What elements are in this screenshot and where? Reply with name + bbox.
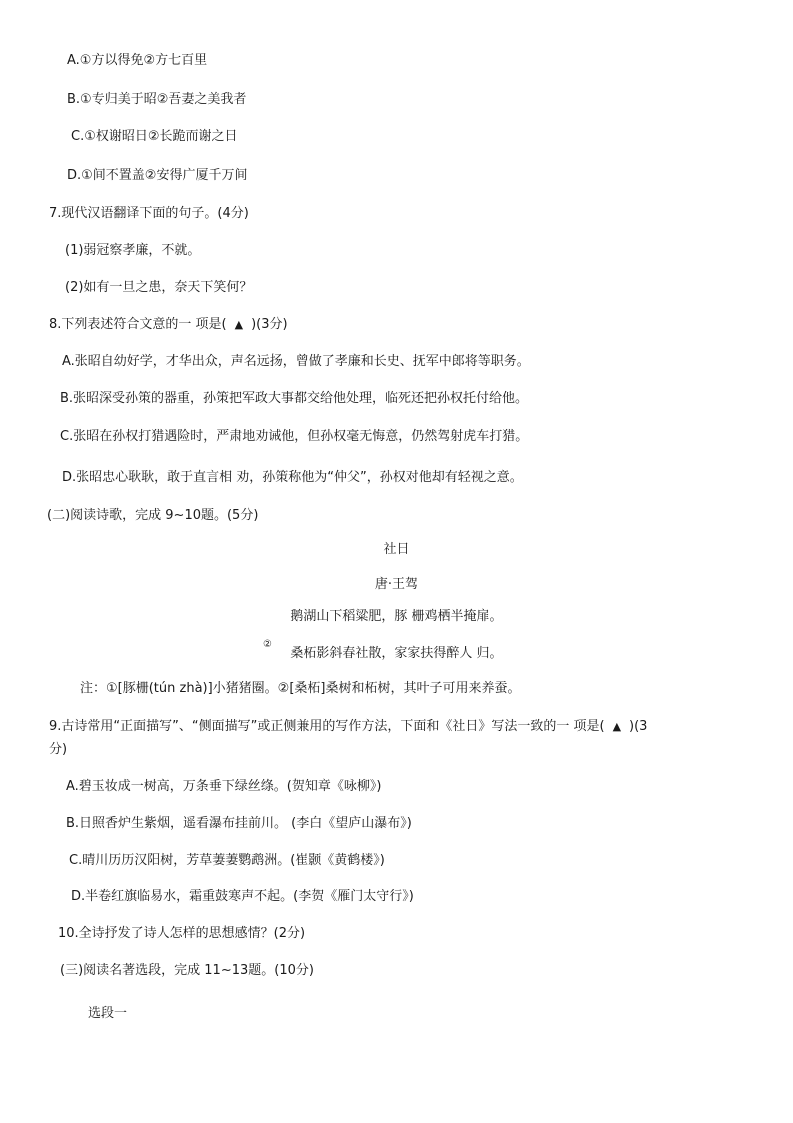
q6-option-b: B.①专归美于昭②吾妻之美我者	[67, 92, 247, 107]
q6-option-c: C.①权谢昭日②长跪而谢之日	[71, 129, 238, 144]
poem-author: 唐·王驾	[374, 577, 419, 592]
poem-note: 注：①[豚栅(tún zhà)]小猪猪圈。②[桑柘]桑树和柘树，其叶子可用来养蚕。	[80, 681, 521, 696]
excerpt-label: 选段一	[88, 1006, 128, 1021]
q9-option-a: A.碧玉妆成一树高，万条垂下绿丝绦。(贺知章《咏柳》)	[66, 779, 382, 794]
q8-option-b: B.张昭深受孙策的器重，孙策把军政大事都交给他处理，临死还把孙权托付给他。	[60, 391, 529, 406]
q6-option-a: A.①方以得免②方七百里	[67, 53, 208, 68]
poem-line-1: 鹅湖山下稻粱肥，豚 栅鸡栖半掩扉。	[290, 609, 503, 624]
q9-stem	[49, 718, 647, 736]
answer-blank-marker: ▲	[234, 318, 244, 331]
q7-sentence-1: (1)弱冠察孝廉，不就。	[65, 243, 201, 258]
section-2-heading: (二)阅读诗歌，完成 9~10题。(5分)	[47, 508, 259, 523]
poem-title: 社日	[383, 542, 410, 557]
q9-stem-continued: 分)	[49, 742, 68, 757]
q8-option-d: D.张昭忠心耿耿，敢于直言相 劝，孙策称他为“仲父”，孙权对他却有轻视之意。	[62, 470, 523, 485]
q8-stem	[49, 316, 288, 334]
q8-option-a: A.张昭自幼好学，才华出众，声名远扬，曾做了孝廉和长史、抚军中郎将等职务。	[62, 354, 530, 369]
section-3-heading: (三)阅读名著选段，完成 11~13题。(10分)	[60, 963, 314, 978]
q8-option-c: C.张昭在孙权打猎遇险时，严肃地劝诫他，但孙权毫无悔意，仍然驾射虎车打猎。	[60, 429, 529, 444]
q10-stem: 10.全诗抒发了诗人怎样的思想感情？(2分)	[58, 926, 306, 941]
q8-stem-text: 8.下列表述符合文意的一 项是(	[49, 317, 227, 332]
q8-stem-score: )(3分)	[251, 317, 288, 332]
q6-option-d: D.①间不置盖②安得广厦千万间	[67, 168, 248, 183]
q7-stem: 7.现代汉语翻译下面的句子。(4分)	[49, 206, 249, 221]
answer-blank-marker: ▲	[612, 720, 622, 733]
q9-option-b: B.日照香炉生紫烟，遥看瀑布挂前川。 (李白《望庐山瀑布》)	[66, 816, 412, 831]
q9-stem-score: )(3	[629, 719, 648, 734]
poem-line-2-text: 桑柘影斜春社散，家家扶得醉人 归。	[290, 646, 503, 661]
poem-note-marker: ②	[263, 639, 272, 650]
q9-option-d: D.半卷红旗临易水，霜重鼓寒声不起。(李贺《雁门太守行》)	[71, 889, 414, 904]
q9-option-c: C.晴川历历汉阳树，芳草萋萋鹦鹉洲。(崔颢《黄鹤楼》)	[69, 853, 385, 868]
q9-stem-text: 9.古诗常用“正面描写”、“侧面描写”或正侧兼用的写作方法，下面和《社日》写法一致的一 项是(	[49, 719, 605, 734]
poem-line-2	[0, 639, 793, 663]
q7-sentence-2: (2)如有一旦之患，奈天下笑何？	[65, 280, 253, 295]
